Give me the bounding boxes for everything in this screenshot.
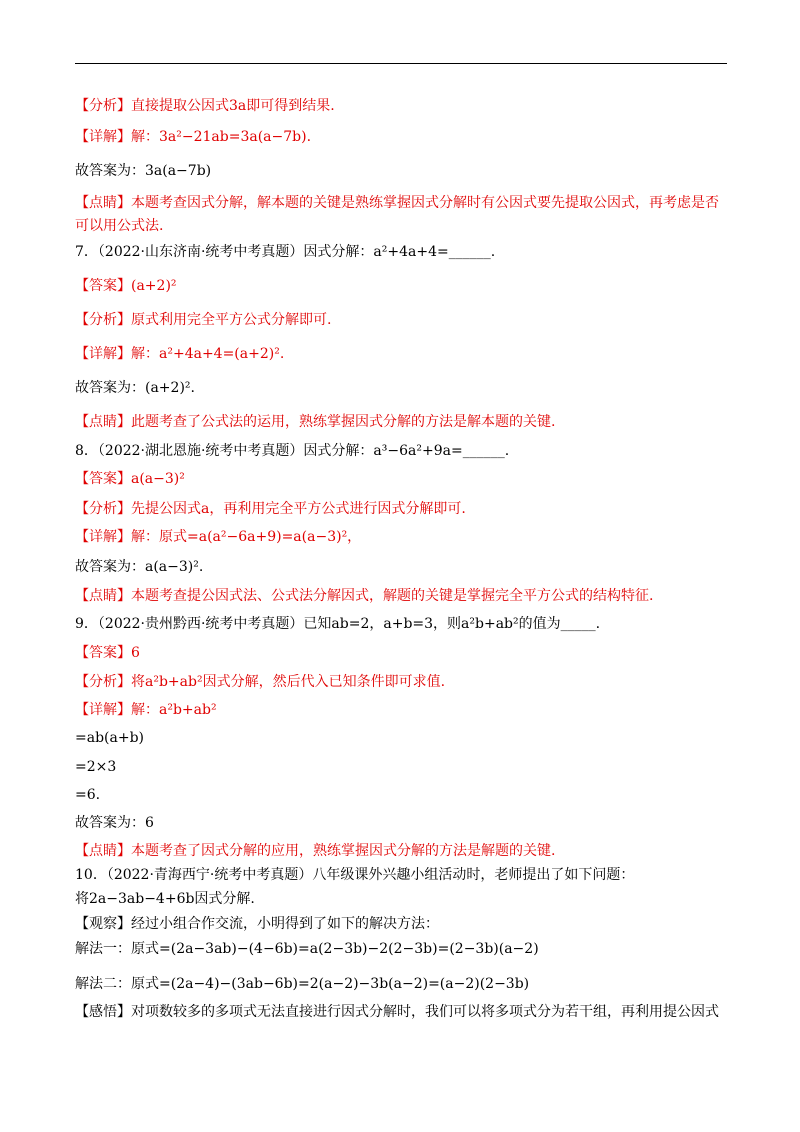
detail-line-9: 【详解】解：a²b+ab² [75, 702, 217, 718]
question-10-task: 将2a−3ab−4+6b因式分解. [75, 891, 255, 907]
question-9: 9．（2022·贵州黔西·统考中考真题）已知ab=2，a+b=3，则a²b+ab²的值为_____. [75, 616, 601, 632]
answer-8: 【答案】a(a−3)² [75, 471, 185, 487]
answer-summary-7: 故答案为：(a+2)². [75, 380, 195, 396]
observe-line: 【观察】经过小组合作交流，小明得到了如下的解决方法： [75, 916, 439, 932]
insight-line: 【感悟】对项数较多的多项式无法直接进行因式分解时，我们可以将多项式分为若干组，再利用提公因式 [75, 1004, 719, 1020]
answer-9: 【答案】6 [75, 645, 140, 661]
step-line-9c: =6. [75, 787, 101, 803]
remark-line-7: 【点睛】此题考查了公式法的运用，熟练掌握因式分解的方法是解本题的关键. [75, 414, 556, 430]
answer-summary-6: 故答案为：3a(a−7b) [75, 163, 212, 179]
detail-line-7: 【详解】解：a²+4a+4=(a+2)². [75, 346, 285, 362]
detail-line-8: 【详解】解：原式=a(a²−6a+9)=a(a−3)²， [75, 529, 362, 545]
remark-line-6b: 可以用公式法. [75, 218, 164, 234]
answer-7: 【答案】(a+2)² [75, 278, 177, 294]
remark-line-6a: 【点睛】本题考查因式分解，解本题的关键是熟练掌握因式分解时有公因式要先提取公因式，再考虑是否 [75, 195, 719, 211]
remark-line-9: 【点睛】本题考查了因式分解的应用，熟练掌握因式分解的方法是解题的关键. [75, 843, 556, 859]
answer-summary-8: 故答案为：a(a−3)². [75, 559, 204, 575]
step-line-9b: =2×3 [75, 759, 117, 775]
question-7: 7．（2022·山东济南·统考中考真题）因式分解：a²+4a+4=______. [75, 244, 496, 260]
analysis-line-8: 【分析】先提公因式a，再利用完全平方公式进行因式分解即可. [75, 501, 466, 517]
question-8: 8．（2022·湖北恩施·统考中考真题）因式分解：a³−6a²+9a=______. [75, 443, 510, 459]
step-line-9a: =ab(a+b) [75, 730, 145, 746]
method-two: 解法二：原式=(2a−4)−(3ab−6b)=2(a−2)−3b(a−2)=(a−2)(2−3b) [75, 976, 530, 992]
method-one: 解法一：原式=(2a−3ab)−(4−6b)=a(2−3b)−2(2−3b)=(2−3b)(a−2) [75, 941, 539, 957]
question-10: 10．（2022·青海西宁·统考中考真题）八年级课外兴趣小组活动时，老师提出了如下问题： [75, 867, 635, 883]
header-rule [75, 63, 727, 64]
remark-line-8: 【点睛】本题考查提公因式法、公式法分解因式，解题的关键是掌握完全平方公式的结构特征. [75, 588, 654, 604]
answer-summary-9: 故答案为：6 [75, 815, 154, 831]
analysis-line-7: 【分析】原式利用完全平方公式分解即可. [75, 312, 332, 328]
detail-line-6: 【详解】解：3a²−21ab=3a(a−7b). [75, 129, 312, 145]
analysis-line-6: 【分析】直接提取公因式3a即可得到结果. [75, 98, 335, 114]
analysis-line-9: 【分析】将a²b+ab²因式分解，然后代入已知条件即可求值. [75, 674, 446, 690]
